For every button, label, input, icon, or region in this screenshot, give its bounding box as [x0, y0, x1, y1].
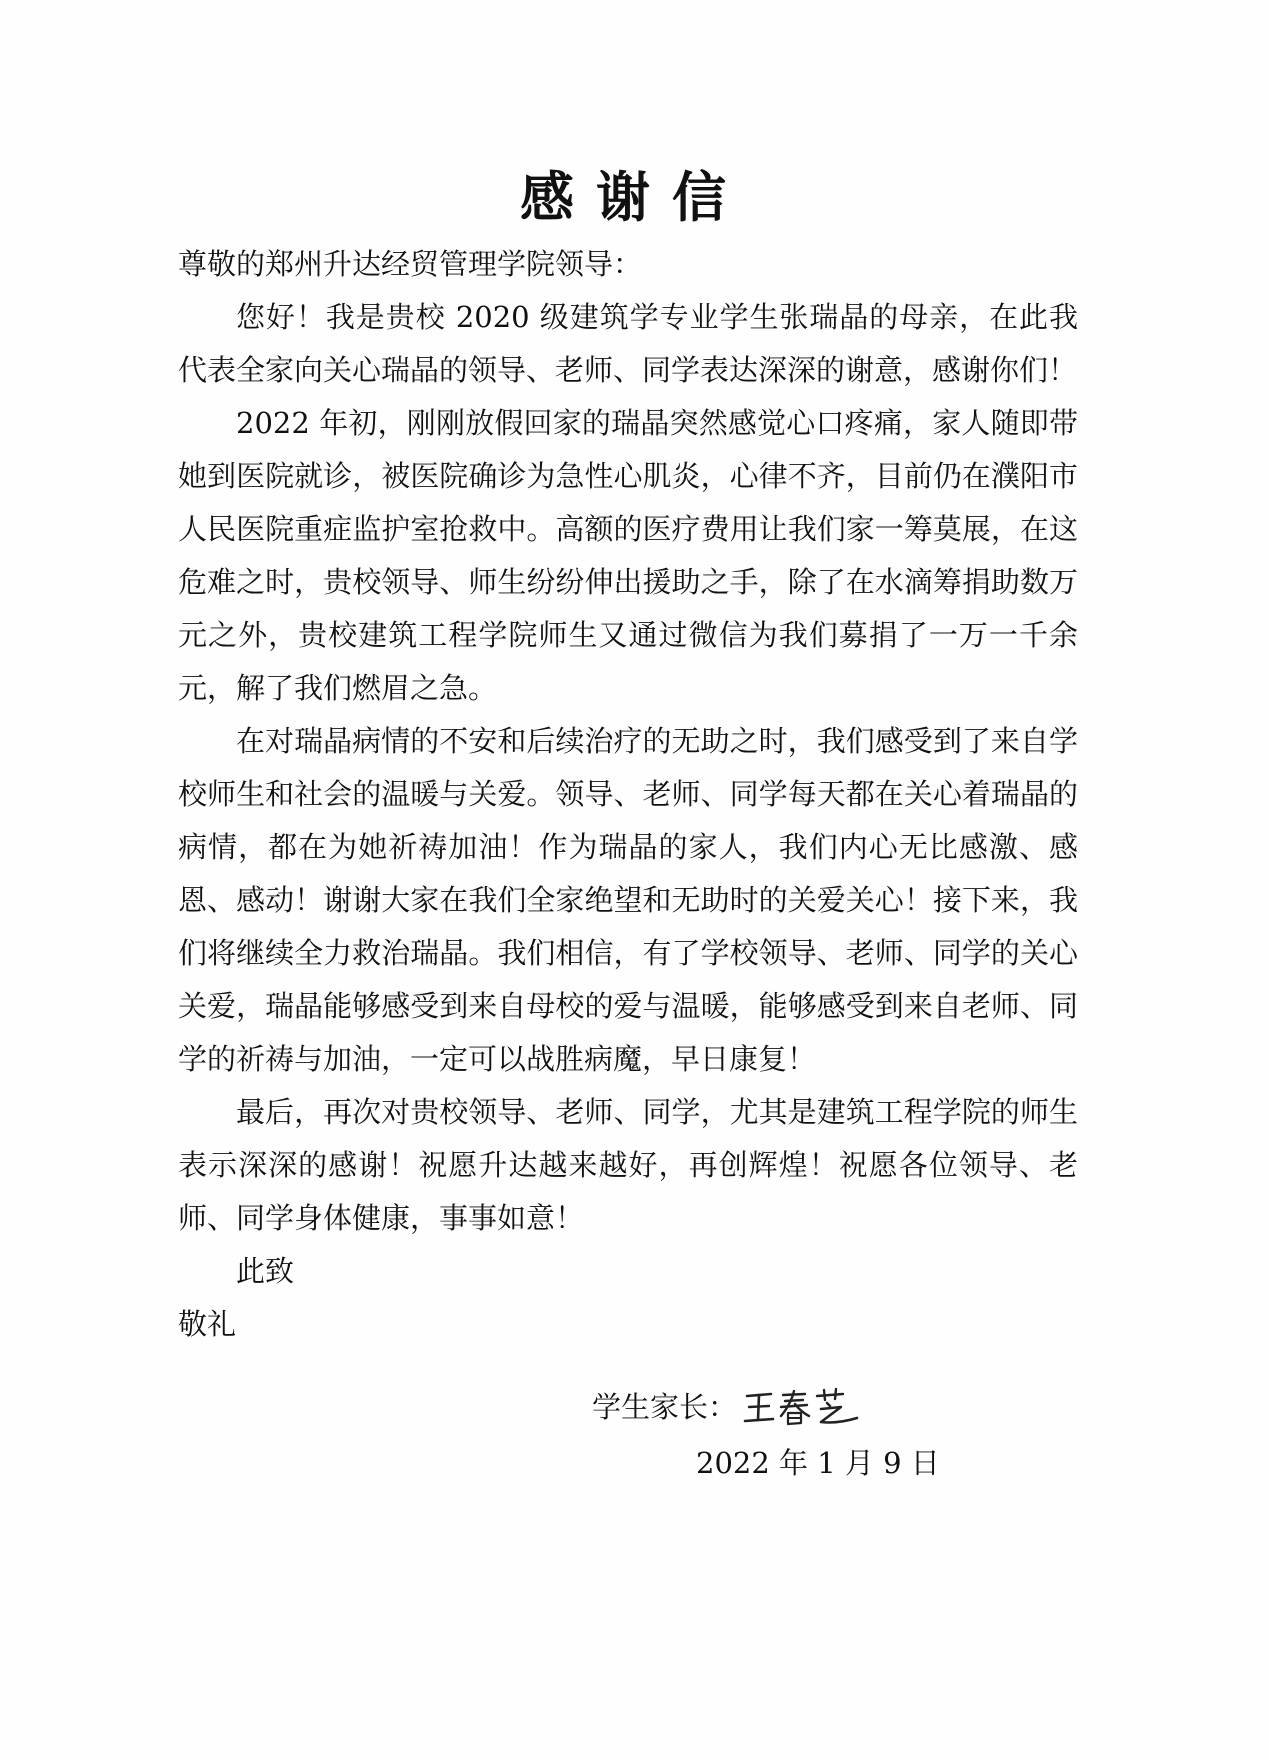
paragraph-greeting: 您好！我是贵校 2020 级建筑学专业学生张瑞晶的母亲，在此我代表全家向关心瑞晶的领导、老师、同学表达深深的谢意，感谢你们！: [178, 300, 1078, 387]
signature-label: 学生家长：: [592, 1390, 738, 1424]
closing-jingli: 敬礼: [178, 1307, 237, 1341]
letter-body: [178, 238, 1078, 1351]
paragraph-closing-wishes: 最后，再次对贵校领导、老师、同学，尤其是建筑工程学院的师生表示深深的感谢！祝愿升达越来越好，再创辉煌！祝愿各位领导、老师、同学身体健康，事事如意！: [178, 1095, 1078, 1235]
letter-title: 感谢信: [520, 166, 748, 229]
closing-cizhi: 此致: [236, 1254, 295, 1288]
salutation: 尊敬的郑州升达经贸管理学院领导：: [178, 247, 643, 281]
signature-block: [592, 1381, 861, 1434]
paragraph-illness: 2022 年初，刚刚放假回家的瑞晶突然感觉心口疼痛，家人随即带她到医院就诊，被医院确诊为急性心肌炎，心律不齐，目前仍在濮阳市人民医院重症监护室抢救中。高额的医疗费用让我们家一筹莫展，在这危难之时，贵校领导、师生纷纷伸出援助之手，除了在水滴筹捐助数万元之外，贵校建筑工程学院师生又通过微信为我们募捐了一万一千余元，解了我们燃眉之急。: [178, 406, 1078, 705]
handwritten-signature: [741, 1386, 861, 1430]
paragraph-gratitude: 在对瑞晶病情的不安和后续治疗的无助之时，我们感受到了来自学校师生和社会的温暖与关爱。领导、老师、同学每天都在关心着瑞晶的病情，都在为她祈祷加油！作为瑞晶的家人，我们内心无比感激、感恩、感动！谢谢大家在我们全家绝望和无助时的关爱关心！接下来，我们将继续全力救治瑞晶。我们相信，有了学校领导、老师、同学的关心关爱，瑞晶能够感受到来自母校的爱与温暖，能够感受到来自老师、同学的祈祷与加油，一定可以战胜病魔，早日康复！: [178, 724, 1078, 1076]
letter-date: 2022 年 1 月 9 日: [696, 1446, 940, 1480]
